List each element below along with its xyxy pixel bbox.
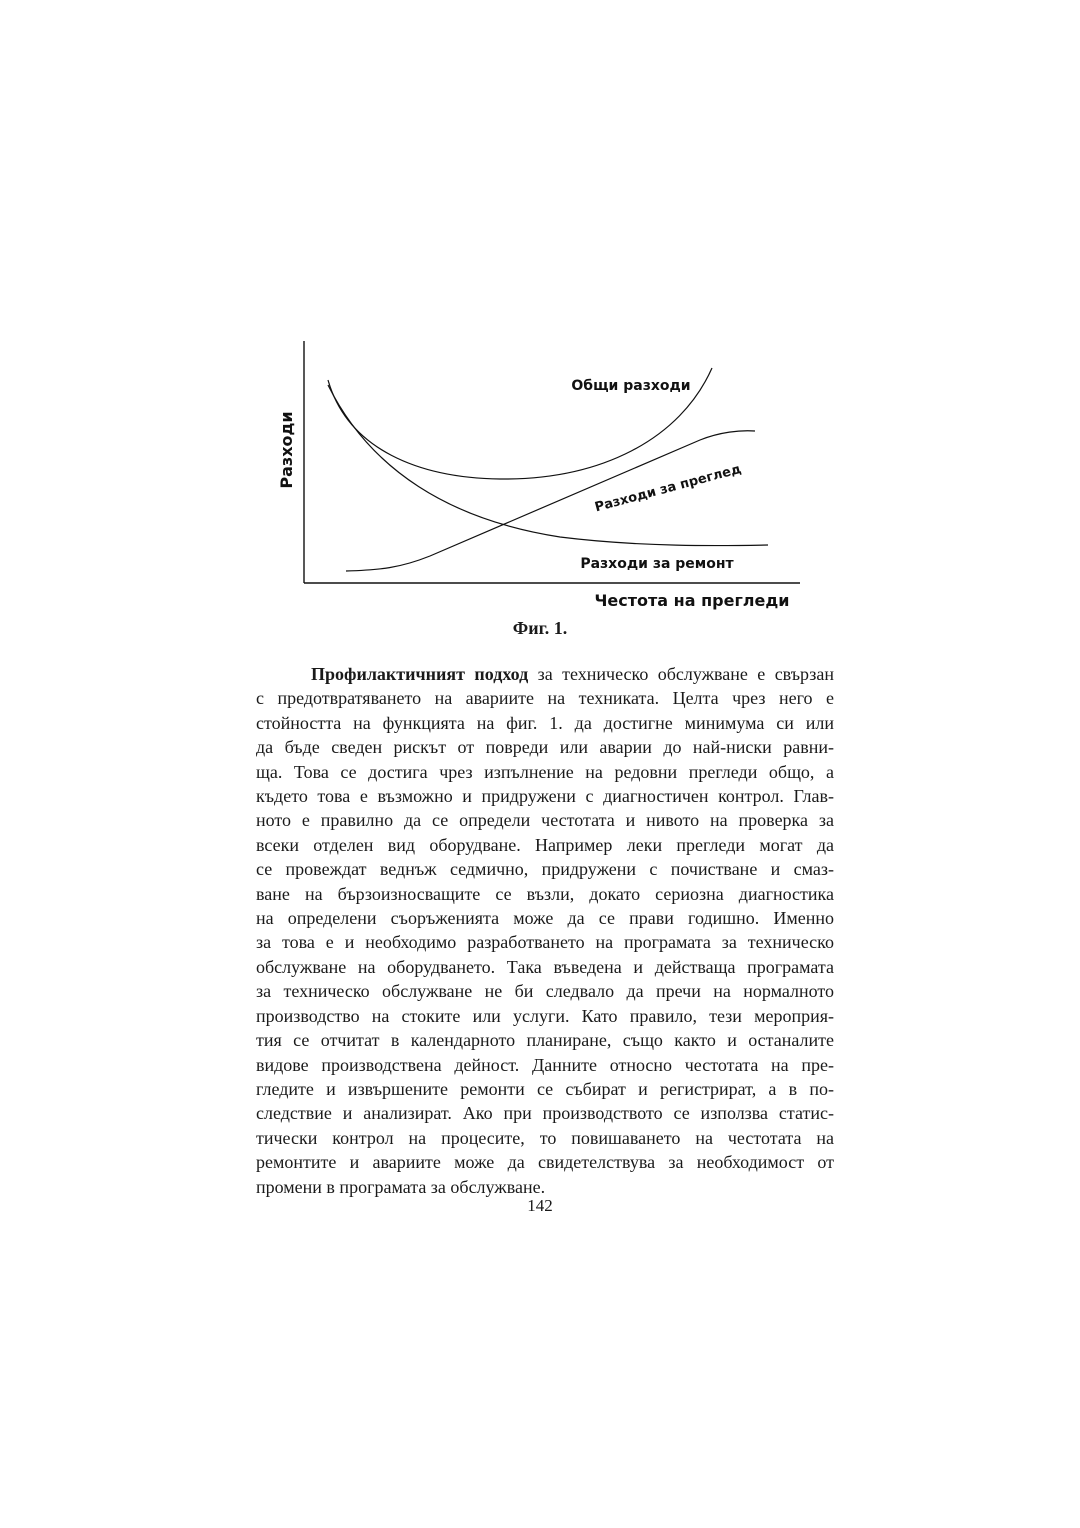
- x-axis-label: Честота на прегледи: [594, 591, 790, 610]
- line-text: за техническо обслужване е свързан: [528, 664, 834, 684]
- paragraph-line: обслужване на оборудването. Така въведена и действаща програмата: [256, 956, 834, 977]
- paragraph-first-line: [256, 662, 834, 686]
- paragraph-line: всеки отделен вид оборудване. Например леки прегледи могат да: [256, 834, 834, 855]
- inspection-cost-label: Разходи за преглед: [593, 461, 743, 516]
- paragraph-line: на определени съоръженията може да се прави годишно. Именно: [256, 908, 834, 929]
- paragraph-line: гледите и извършените ремонти се събират и регистрират, а в по-: [256, 1078, 834, 1099]
- figure-caption: Фиг. 1.: [512, 618, 568, 638]
- inspection-cost-curve: [346, 431, 755, 571]
- paragraph-line: с предотвратяването на авариите на техниката. Целта чрез него е: [256, 688, 834, 709]
- paragraph-line: тия се отчитат в календарното планиране, също както и останалите: [256, 1030, 834, 1051]
- paragraph-line: където това е възможно и придружени с диагностичен контрол. Глав-: [256, 786, 834, 807]
- bold-term: Профилактичният подход: [311, 664, 529, 684]
- repair-cost-curve: [328, 385, 768, 546]
- total-cost-label: Общи разходи: [571, 378, 691, 394]
- paragraph-line: следствие и анализират. Ако при производството се използва статис-: [256, 1103, 834, 1124]
- paragraph-line: ща. Това се достига чрез изпълнение на редовни прегледи общо, а: [256, 761, 834, 782]
- repair-cost-label: Разходи за ремонт: [580, 556, 734, 572]
- paragraph-line: ното е правилно да се определи честотата и нивото на проверка за: [256, 810, 834, 831]
- body-paragraph: [256, 662, 834, 1199]
- paragraph-line: стойността на функцията на фиг. 1. да достигне минимума си или: [256, 712, 834, 733]
- paragraph-line: тически контрол на процесите, то повишаването на честотата на: [256, 1127, 834, 1148]
- paragraph-line: за това е и необходимо разработването на програмата за техническо: [256, 932, 834, 953]
- y-axis-label: Разходи: [277, 411, 296, 489]
- paragraph-line: видове производствена дейност. Данните относно честотата на пре-: [256, 1054, 834, 1075]
- paragraph-line: промени в програмата за обслужване.: [256, 1176, 546, 1197]
- paragraph-line: се провеждат веднъж седмично, придружени с почистване и смаз-: [256, 859, 834, 880]
- cost-figure: [0, 0, 1080, 610]
- paragraph-line: ване на бързоизносващите се възли, докато сериозна диагностика: [256, 883, 834, 904]
- page-number: 142: [527, 1196, 553, 1215]
- paragraph-line: производство на стоките или услуги. Като правило, тези мероприя-: [256, 1005, 834, 1026]
- paragraph-line: да бъде сведен рискът от повреди или аварии до най-ниски равни-: [256, 737, 834, 758]
- paragraph-line: ремонтите и авариите може да свидетелствува за необходимост от: [256, 1152, 834, 1173]
- paragraph-line: за техническо обслужване не би следвало да пречи на нормалното: [256, 981, 834, 1002]
